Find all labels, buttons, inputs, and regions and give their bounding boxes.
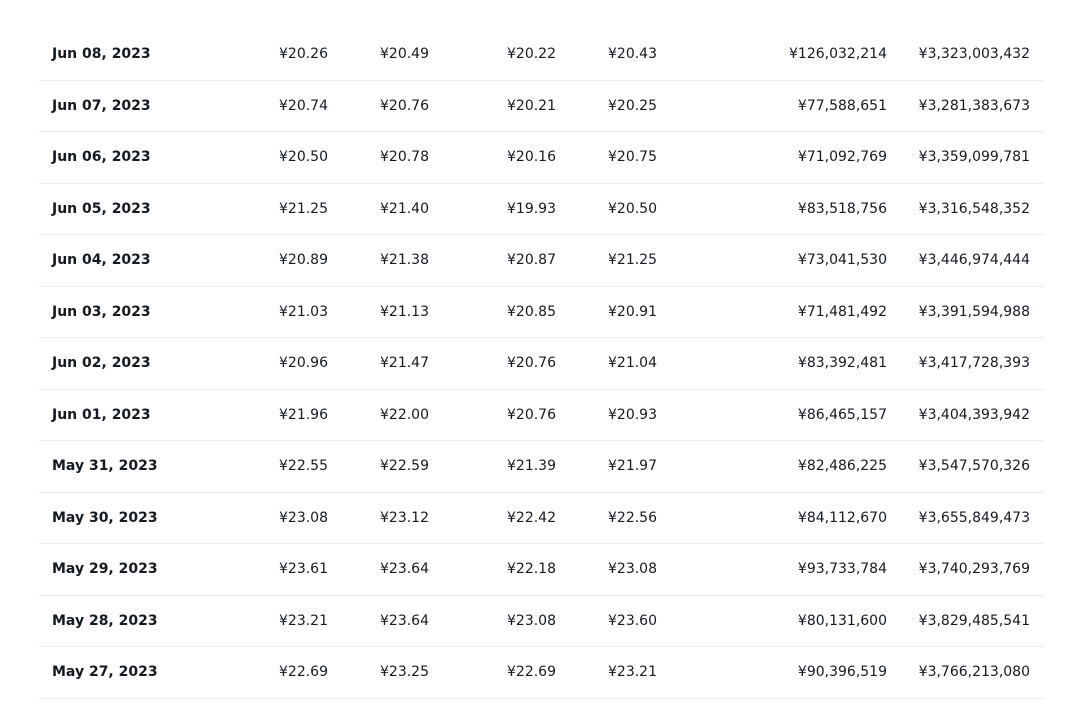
open-price-cell: ¥23.21 — [279, 612, 328, 629]
date-cell: Jun 01, 2023 — [52, 406, 151, 423]
low-price-cell: ¥23.08 — [507, 612, 556, 629]
market-cap-cell: ¥3,446,974,444 — [918, 252, 1030, 269]
high-price-cell: ¥23.64 — [380, 612, 429, 629]
low-price-cell: ¥20.16 — [507, 149, 556, 166]
volume-cell: ¥84,112,670 — [797, 509, 887, 526]
table-row — [38, 132, 1044, 184]
close-price-cell: ¥23.60 — [608, 612, 657, 629]
open-price-cell: ¥20.26 — [279, 46, 328, 63]
high-price-cell: ¥20.76 — [380, 97, 429, 114]
date-cell: Jun 03, 2023 — [52, 303, 151, 320]
market-cap-cell: ¥3,404,393,942 — [918, 406, 1030, 423]
low-price-cell: ¥20.22 — [507, 46, 556, 63]
market-cap-cell: ¥3,323,003,432 — [918, 46, 1030, 63]
market-cap-cell: ¥3,417,728,393 — [918, 355, 1030, 372]
table-row — [38, 287, 1044, 339]
close-price-cell: ¥20.91 — [608, 303, 657, 320]
low-price-cell: ¥20.85 — [507, 303, 556, 320]
table-row — [38, 493, 1044, 545]
low-price-cell: ¥19.93 — [507, 200, 556, 217]
table-row — [38, 338, 1044, 390]
high-price-cell: ¥20.78 — [380, 149, 429, 166]
high-price-cell: ¥23.64 — [380, 561, 429, 578]
table-row — [38, 235, 1044, 287]
date-cell: Jun 07, 2023 — [52, 97, 151, 114]
market-cap-cell: ¥3,766,213,080 — [918, 664, 1030, 681]
volume-cell: ¥90,396,519 — [797, 664, 887, 681]
open-price-cell: ¥21.03 — [279, 303, 328, 320]
table-row — [38, 647, 1044, 699]
market-cap-cell: ¥3,316,548,352 — [918, 200, 1030, 217]
market-cap-cell: ¥3,359,099,781 — [918, 149, 1030, 166]
open-price-cell: ¥20.50 — [279, 149, 328, 166]
open-price-cell: ¥22.69 — [279, 664, 328, 681]
high-price-cell: ¥21.13 — [380, 303, 429, 320]
date-cell: May 31, 2023 — [52, 458, 158, 475]
table-row — [38, 544, 1044, 596]
table-row — [38, 441, 1044, 493]
table-row — [38, 81, 1044, 133]
date-cell: May 30, 2023 — [52, 509, 158, 526]
volume-cell: ¥77,588,651 — [797, 97, 887, 114]
volume-cell: ¥93,733,784 — [797, 561, 887, 578]
volume-cell: ¥82,486,225 — [797, 458, 887, 475]
open-price-cell: ¥22.55 — [279, 458, 328, 475]
open-price-cell: ¥23.61 — [279, 561, 328, 578]
high-price-cell: ¥21.40 — [380, 200, 429, 217]
high-price-cell: ¥20.49 — [380, 46, 429, 63]
close-price-cell: ¥20.75 — [608, 149, 657, 166]
low-price-cell: ¥22.42 — [507, 509, 556, 526]
high-price-cell: ¥23.12 — [380, 509, 429, 526]
open-price-cell: ¥21.96 — [279, 406, 328, 423]
low-price-cell: ¥20.76 — [507, 355, 556, 372]
volume-cell: ¥83,392,481 — [797, 355, 887, 372]
open-price-cell: ¥23.08 — [279, 509, 328, 526]
market-cap-cell: ¥3,547,570,326 — [918, 458, 1030, 475]
volume-cell: ¥73,041,530 — [797, 252, 887, 269]
close-price-cell: ¥23.08 — [608, 561, 657, 578]
low-price-cell: ¥20.87 — [507, 252, 556, 269]
high-price-cell: ¥23.25 — [380, 664, 429, 681]
low-price-cell: ¥22.18 — [507, 561, 556, 578]
low-price-cell: ¥20.76 — [507, 406, 556, 423]
date-cell: May 27, 2023 — [52, 664, 158, 681]
market-cap-cell: ¥3,829,485,541 — [918, 612, 1030, 629]
market-cap-cell: ¥3,391,594,988 — [918, 303, 1030, 320]
date-cell: Jun 06, 2023 — [52, 149, 151, 166]
date-cell: Jun 04, 2023 — [52, 252, 151, 269]
market-cap-cell: ¥3,740,293,769 — [918, 561, 1030, 578]
date-cell: Jun 08, 2023 — [52, 46, 151, 63]
volume-cell: ¥83,518,756 — [797, 200, 887, 217]
volume-cell: ¥71,481,492 — [797, 303, 887, 320]
high-price-cell: ¥21.38 — [380, 252, 429, 269]
low-price-cell: ¥22.69 — [507, 664, 556, 681]
open-price-cell: ¥20.74 — [279, 97, 328, 114]
high-price-cell: ¥21.47 — [380, 355, 429, 372]
table-body — [38, 29, 1044, 699]
table-row — [38, 596, 1044, 648]
close-price-cell: ¥20.50 — [608, 200, 657, 217]
date-cell: Jun 05, 2023 — [52, 200, 151, 217]
open-price-cell: ¥21.25 — [279, 200, 328, 217]
close-price-cell: ¥22.56 — [608, 509, 657, 526]
volume-cell: ¥80,131,600 — [797, 612, 887, 629]
close-price-cell: ¥21.97 — [608, 458, 657, 475]
close-price-cell: ¥23.21 — [608, 664, 657, 681]
volume-cell: ¥86,465,157 — [797, 406, 887, 423]
price-history-table — [38, 29, 1044, 699]
market-cap-cell: ¥3,281,383,673 — [918, 97, 1030, 114]
market-cap-cell: ¥3,655,849,473 — [918, 509, 1030, 526]
table-row — [38, 390, 1044, 442]
close-price-cell: ¥20.43 — [608, 46, 657, 63]
close-price-cell: ¥20.25 — [608, 97, 657, 114]
close-price-cell: ¥20.93 — [608, 406, 657, 423]
open-price-cell: ¥20.89 — [279, 252, 328, 269]
date-cell: May 29, 2023 — [52, 561, 158, 578]
date-cell: May 28, 2023 — [52, 612, 158, 629]
high-price-cell: ¥22.00 — [380, 406, 429, 423]
low-price-cell: ¥20.21 — [507, 97, 556, 114]
date-cell: Jun 02, 2023 — [52, 355, 151, 372]
high-price-cell: ¥22.59 — [380, 458, 429, 475]
open-price-cell: ¥20.96 — [279, 355, 328, 372]
volume-cell: ¥71,092,769 — [797, 149, 887, 166]
low-price-cell: ¥21.39 — [507, 458, 556, 475]
close-price-cell: ¥21.25 — [608, 252, 657, 269]
table-row — [38, 29, 1044, 81]
table-row — [38, 184, 1044, 236]
volume-cell: ¥126,032,214 — [789, 46, 887, 63]
close-price-cell: ¥21.04 — [608, 355, 657, 372]
